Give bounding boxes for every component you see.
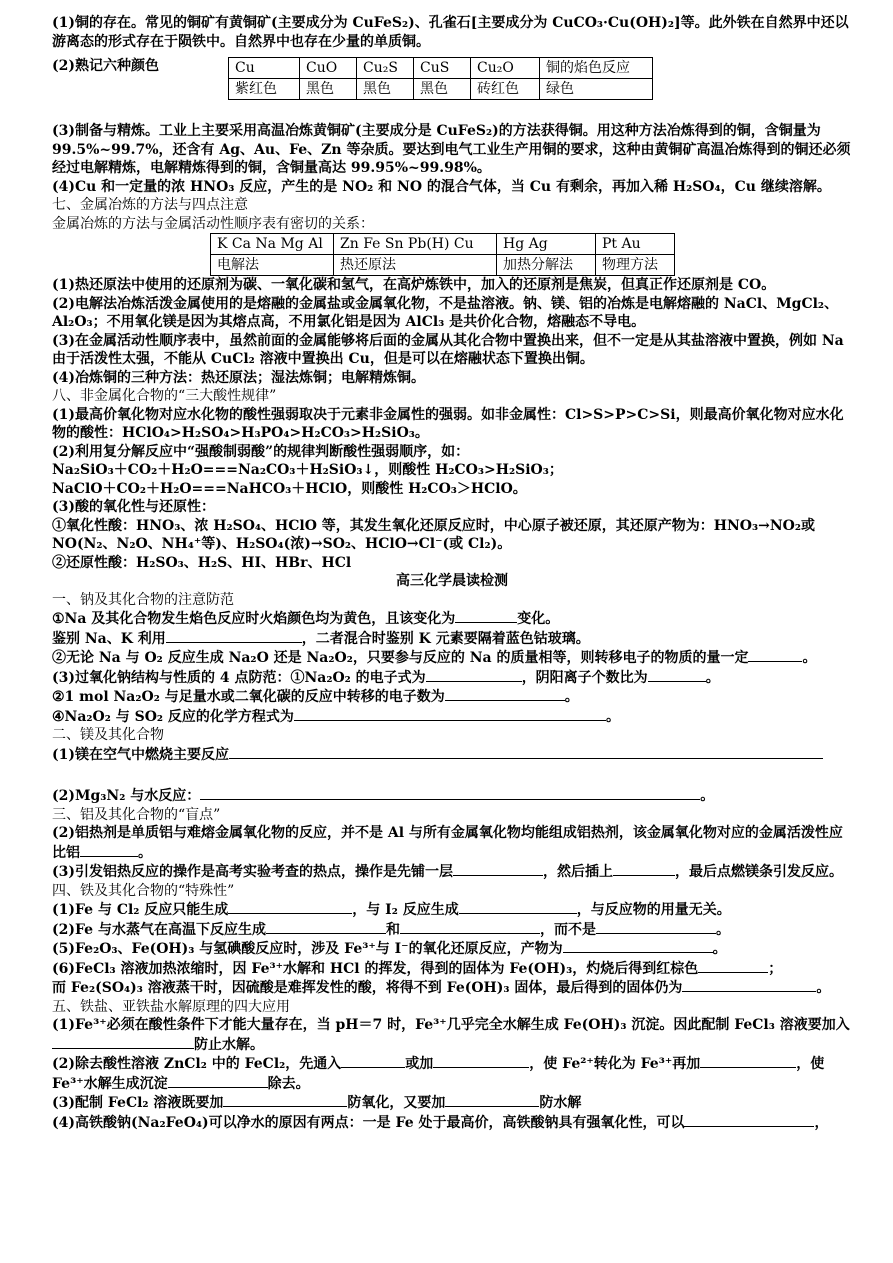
quiz-s1-q2 bbox=[52, 648, 852, 668]
quiz-s5-q3 bbox=[52, 1093, 852, 1113]
question-text: 。 bbox=[816, 980, 831, 996]
table-row bbox=[211, 234, 675, 255]
question-text: 。 bbox=[564, 689, 579, 705]
answer-blank[interactable] bbox=[563, 939, 713, 953]
question-text: 鉴别 Na、K 利用 bbox=[52, 630, 166, 647]
table-cell: Pt Au bbox=[596, 234, 675, 255]
section7-sub: 金属冶炼的方法与金属活动性顺序表有密切的关系： bbox=[52, 215, 374, 232]
answer-blank[interactable] bbox=[52, 1035, 194, 1049]
answer-blank[interactable] bbox=[400, 920, 540, 934]
quiz-title: 高三化学晨读检测 bbox=[396, 573, 508, 589]
question-text: 而 Fe₂(SO₄)₃ 溶液蒸干时，因硫酸是难挥发性的酸，将得不到 Fe(OH)₃ 固体，最后得到的固体仍为 bbox=[52, 980, 683, 996]
section7-p4: (4)冶炼铜的三种方法：热还原法；湿法炼铜；电解精炼铜。 bbox=[52, 369, 425, 386]
answer-blank[interactable] bbox=[200, 786, 700, 800]
answer-blank[interactable] bbox=[426, 668, 522, 682]
table-cell: K Ca Na Mg Al bbox=[211, 234, 334, 255]
question-text: (3)配制 FeCl₂ 溶液既要加 bbox=[52, 1095, 224, 1111]
question-text: (2)Mg₃N₂ 与水反应： bbox=[52, 788, 201, 804]
answer-blank[interactable] bbox=[228, 900, 352, 914]
question-text: (1)镁在空气中燃烧主要反应 bbox=[52, 746, 229, 763]
quiz-s2-heading: 二、镁及其化合物 bbox=[52, 727, 164, 743]
intro-p4: (4)Cu 和一定量的浓 HNO₃ 反应，产生的是 NO₂ 和 NO 的混合气体，当 Cu 有剩余，再加入稀 H₂SO₄，Cu 继续溶解。 bbox=[52, 178, 831, 195]
answer-blank[interactable] bbox=[294, 707, 606, 721]
question-text: (3)过氧化钠结构与性质的 4 点防范：①Na₂O₂ 的电子式为 bbox=[52, 669, 426, 686]
quiz-s1-q3 bbox=[52, 668, 852, 688]
question-text: (5)Fe₂O₃、Fe(OH)₃ 与氢碘酸反应时，涉及 Fe³⁺与 I⁻的氧化还原反应，产物为 bbox=[52, 941, 563, 957]
table-cell: 绿色 bbox=[540, 79, 653, 100]
question-text: (4)高铁酸钠(Na₂FeO₄)可以净水的原因有两点：一是 Fe 处于最高价，高铁酸钠具有强氧化性，可以 bbox=[52, 1114, 685, 1131]
answer-blank[interactable] bbox=[453, 862, 543, 876]
question-text: 。 bbox=[712, 941, 727, 957]
answer-blank[interactable] bbox=[459, 900, 577, 914]
intro-p1: (1)铜的存在。常见的铜矿有黄铜矿(主要成分为 CuFeS₂)、孔雀石[主要成分为 CuCO₃·Cu(OH)₂]等。此外铁在自然界中还以游离态的形式存在于陨铁中。自然界中也存在少量的单质铜。 bbox=[52, 15, 849, 50]
question-text: ，最后点燃镁条引发反应。 bbox=[675, 864, 843, 880]
table-cell: 砖红色 bbox=[471, 79, 540, 100]
smelting-table bbox=[210, 233, 675, 276]
answer-blank[interactable] bbox=[433, 1054, 529, 1068]
answer-blank[interactable] bbox=[223, 1093, 347, 1107]
question-text: (1)Fe³⁺必须在酸性条件下才能大量存在，当 pH＝7 时，Fe³⁺几乎完全水解生成 Fe(OH)₃ 沉淀。因此配制 FeCl₃ 溶液要加入 bbox=[52, 1017, 850, 1033]
question-text: ，二者混合时鉴别 K 元素要隔着蓝色钴玻璃。 bbox=[301, 630, 590, 647]
question-text: 。 bbox=[705, 669, 720, 686]
color-table bbox=[228, 57, 653, 100]
section7-p2: (2)电解法冶炼活泼金属使用的是熔融的金属盐或金属氧化物，不是盐溶液。钠、镁、铝的冶炼是电解熔融的 NaCl、MgCl₂、Al₂O₃；不用氧化镁是因为其熔点高，不用氯化铝是因为 AlCl₃ 是共价化合物，熔融态不导电。 bbox=[52, 295, 839, 330]
question-text: (2)铝热剂是单质铝与难熔金属氧化物的反应，并不是 Al 与所有金属氧化物均能组成铝热剂，该金属氧化物对应的金属活泼性应比铝 bbox=[52, 825, 843, 861]
table-row bbox=[229, 58, 653, 79]
section8-p3: (3)酸的氧化性与还原性： bbox=[52, 499, 215, 515]
answer-blank[interactable] bbox=[455, 609, 517, 623]
section7-heading: 七、金属冶炼的方法与四点注意 bbox=[52, 197, 248, 213]
table-cell: Cu bbox=[229, 58, 300, 79]
quiz-s5-heading: 五、铁盐、亚铁盐水解原理的四大应用 bbox=[52, 998, 290, 1015]
answer-blank[interactable] bbox=[684, 1113, 814, 1127]
section8-p2: (2)利用复分解反应中“强酸制弱酸”的规律判断酸性强弱顺序，如： bbox=[52, 443, 470, 460]
question-text: 。 bbox=[138, 844, 152, 861]
question-text: 。 bbox=[802, 650, 817, 666]
question-text: ，而不是 bbox=[539, 921, 596, 938]
question-text: ，使 Fe²⁺转化为 Fe³⁺再加 bbox=[529, 1056, 701, 1072]
question-text: ，然后插上 bbox=[543, 864, 613, 880]
section8-p3a: ①氧化性酸：HNO₃、浓 H₂SO₄、HClO 等，其发生氧化还原反应时，中心原子被还原，其还原产物为：HNO₃→NO₂或 NO(N₂、N₂O、NH₄⁺等)、H₂SO₄(浓)→SO₂、HClO→Cl⁻(或 Cl₂)。 bbox=[52, 517, 815, 552]
answer-blank[interactable] bbox=[682, 978, 816, 992]
table-row bbox=[211, 255, 675, 276]
document-page bbox=[52, 14, 852, 1132]
answer-blank[interactable] bbox=[596, 920, 716, 934]
answer-blank[interactable] bbox=[229, 745, 823, 759]
table-cell: 热还原法 bbox=[334, 255, 497, 276]
answer-blank[interactable] bbox=[700, 1054, 796, 1068]
question-text: (2)除去酸性溶液 ZnCl₂ 中的 FeCl₂，先通入 bbox=[52, 1056, 342, 1072]
answer-blank[interactable] bbox=[613, 862, 675, 876]
quiz-s5-q1 bbox=[52, 1016, 852, 1054]
table-cell: Zn Fe Sn Pb(H) Cu bbox=[334, 234, 497, 255]
question-text: (1)Fe 与 Cl₂ 反应只能生成 bbox=[52, 902, 229, 918]
table-cell: CuS bbox=[414, 58, 471, 79]
answer-blank[interactable] bbox=[698, 959, 768, 973]
quiz-s3-heading: 三、铝及其化合物的“盲点” bbox=[52, 806, 221, 823]
table-cell: 加热分解法 bbox=[497, 255, 596, 276]
intro-p3: (3)制备与精炼。工业上主要采用高温冶炼黄铜矿(主要成分是 CuFeS₂)的方法获得铜。用这种方法冶炼得到的铜，含铜量为 99.5%~99.7%，还含有 Ag、Au、Fe、Zn 等杂质。要达到电气工业生产用铜的要求，这种由黄铜矿高温冶炼得到的铜还必须经过电解精炼，电解精炼得到的铜，含铜量高达 99.95%~99.98%。 bbox=[52, 123, 851, 176]
section8-p3b: ②还原性酸：H₂SO₃、H₂S、HI、HBr、HCl bbox=[52, 554, 352, 571]
table-cell: CuO bbox=[300, 58, 357, 79]
question-text: (3)引发铝热反应的操作是高考实验考查的热点，操作是先铺一层 bbox=[52, 864, 453, 880]
question-text: (6)FeCl₃ 溶液加热浓缩时，因 Fe³⁺水解和 HCl 的挥发，得到的固体为 Fe(OH)₃，灼烧后得到红棕色 bbox=[52, 960, 699, 977]
section8-eq1: Na₂SiO₃＋CO₂＋H₂O===Na₂CO₃＋H₂SiO₃↓，则酸性 H₂CO₃>H₂SiO₃； bbox=[52, 462, 563, 478]
question-text: ； bbox=[768, 960, 783, 977]
question-text: 。 bbox=[700, 788, 715, 804]
quiz-s2-q2 bbox=[52, 786, 852, 806]
quiz-s3-q2 bbox=[52, 862, 852, 882]
table-cell: 物理方法 bbox=[596, 255, 675, 276]
table-cell: 黑色 bbox=[300, 79, 357, 100]
question-text: ， bbox=[814, 1114, 829, 1131]
quiz-s4-q1 bbox=[52, 900, 852, 920]
question-text: ④Na₂O₂ 与 SO₂ 反应的化学方程式为 bbox=[52, 708, 294, 725]
question-text: 。 bbox=[605, 708, 620, 725]
question-text: ，与反应物的用量无关。 bbox=[576, 902, 731, 918]
quiz-s4-heading: 四、铁及其化合物的“特殊性” bbox=[52, 882, 235, 899]
section8-eq2: NaClO＋CO₂＋H₂O===NaHCO₃＋HClO，则酸性 H₂CO₃＞HClO。 bbox=[52, 480, 527, 497]
question-text: 和 bbox=[385, 921, 400, 938]
question-text: 变化。 bbox=[517, 611, 560, 627]
quiz-s3-q1 bbox=[52, 824, 852, 862]
table-cell: 铜的焰色反应 bbox=[540, 58, 653, 79]
answer-blank[interactable] bbox=[341, 1054, 405, 1068]
answer-blank[interactable] bbox=[266, 920, 386, 934]
color-section bbox=[52, 57, 852, 100]
quiz-s4-q3 bbox=[52, 939, 852, 959]
section7-p3: (3)在金属活动性顺序表中，虽然前面的金属能够将后面的金属从其化合物中置换出来，但不一定是从其盐溶液中置换，例如 Na 由于活泼性太强，不能从 CuCl₂ 溶液中置换出 Cu，但是可以在熔融状态下置换出铜。 bbox=[52, 332, 844, 367]
question-text: ，使 Fe³⁺水解生成沉淀 bbox=[52, 1056, 825, 1092]
question-text: (2)Fe 与水蒸气在高温下反应生成 bbox=[52, 921, 266, 938]
answer-blank[interactable] bbox=[168, 1074, 268, 1088]
quiz-s2-q1 bbox=[52, 745, 852, 765]
answer-blank[interactable] bbox=[445, 1093, 539, 1107]
quiz-s4-q5 bbox=[52, 978, 852, 998]
answer-blank[interactable] bbox=[445, 687, 565, 701]
question-text: 或加 bbox=[405, 1056, 434, 1072]
table-cell: 黑色 bbox=[414, 79, 471, 100]
question-text: ，阴阳离子个数比为 bbox=[521, 669, 648, 686]
question-text: ，与 I₂ 反应生成 bbox=[352, 902, 459, 918]
answer-blank[interactable] bbox=[648, 668, 706, 682]
table-cell: Cu₂O bbox=[471, 58, 540, 79]
quiz-s1-q4 bbox=[52, 687, 852, 707]
quiz-s4-q2 bbox=[52, 920, 852, 940]
table-cell: 黑色 bbox=[357, 79, 414, 100]
question-text: 除去。 bbox=[267, 1075, 310, 1092]
quiz-s1-q5 bbox=[52, 707, 852, 727]
quiz-s5-q2 bbox=[52, 1054, 852, 1093]
question-text: ②1 mol Na₂O₂ 与足量水或二氧化碳的反应中转移的电子数为 bbox=[52, 689, 445, 705]
question-text: 防止水解。 bbox=[194, 1036, 264, 1053]
answer-blank[interactable] bbox=[80, 843, 138, 857]
quiz-s4-q4 bbox=[52, 959, 852, 979]
section7-p1: (1)热还原法中使用的还原剂为碳、一氧化碳和氢气，在高炉炼铁中，加入的还原剂是焦炭，但真正作还原剂是 CO。 bbox=[52, 277, 776, 293]
answer-blank[interactable] bbox=[748, 648, 802, 662]
table-cell: Hg Ag bbox=[497, 234, 596, 255]
quiz-s1-q1a bbox=[52, 609, 852, 629]
question-text: 。 bbox=[715, 921, 730, 938]
section8-p1: (1)最高价氧化物对应水化物的酸性强弱取决于元素非金属性的强弱。如非金属性：Cl>S>P>C>Si，则最高价氧化物对应水化物的酸性：HClO₄>H₂SO₄>H₃PO₄>H₂CO₃>H₂SiO₃。 bbox=[52, 406, 844, 441]
quiz-s5-q4 bbox=[52, 1113, 852, 1133]
question-text: ①Na 及其化合物发生焰色反应时火焰颜色均为黄色，且该变化为 bbox=[52, 611, 456, 627]
table-cell: 电解法 bbox=[211, 255, 334, 276]
question-text: 防氧化，又要加 bbox=[347, 1095, 446, 1111]
question-text: 防水解 bbox=[539, 1095, 582, 1111]
question-text: ②无论 Na 与 O₂ 反应生成 Na₂O 还是 Na₂O₂，只要参与反应的 Na 的质量相等，则转移电子的物质的量一定 bbox=[52, 650, 749, 666]
table-cell: 紫红色 bbox=[229, 79, 300, 100]
quiz-s1-heading: 一、钠及其化合物的注意防范 bbox=[52, 591, 234, 608]
intro-p2-label: (2)熟记六种颜色 bbox=[52, 58, 159, 74]
table-cell: Cu₂S bbox=[357, 58, 414, 79]
table-row bbox=[229, 79, 653, 100]
quiz-s1-q1b bbox=[52, 629, 852, 649]
section8-heading: 八、非金属化合物的“三大酸性规律” bbox=[52, 388, 277, 404]
answer-blank[interactable] bbox=[166, 629, 302, 643]
